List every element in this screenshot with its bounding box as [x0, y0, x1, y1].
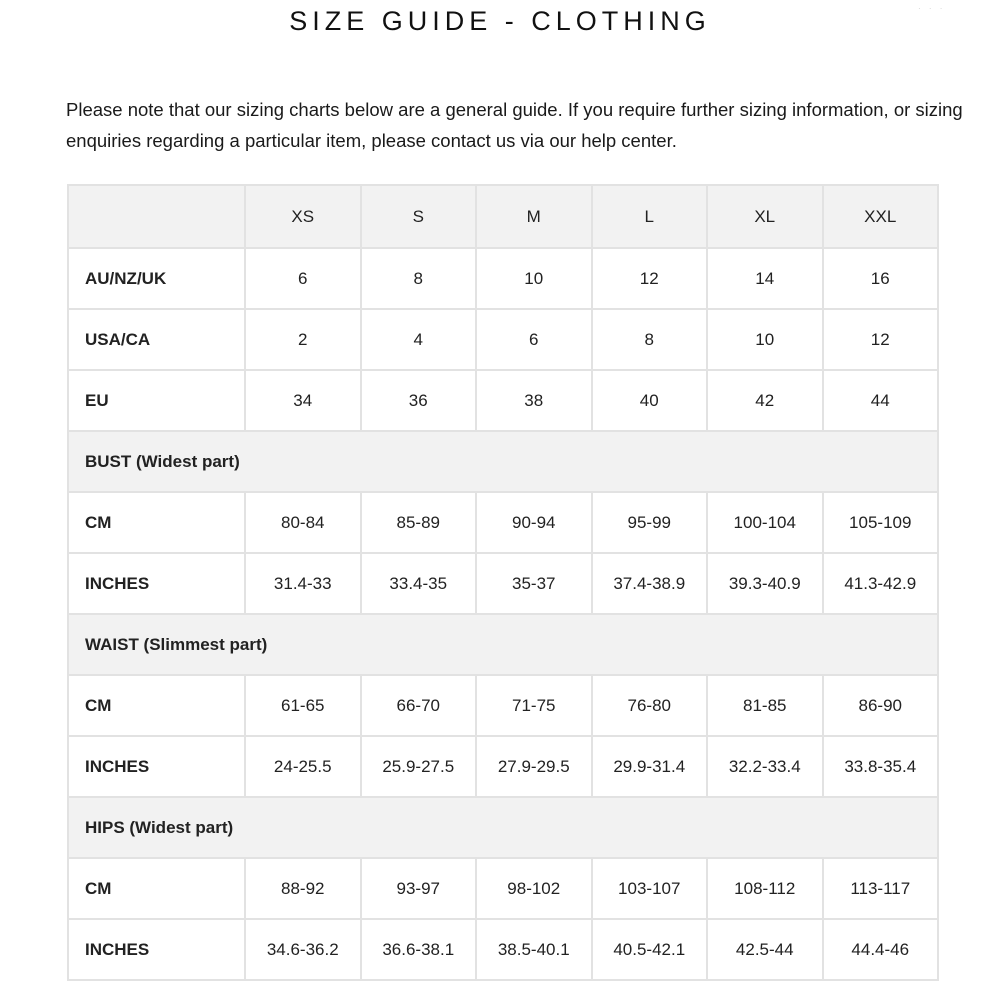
- table-cell: 38: [476, 370, 592, 431]
- section-label: HIPS (Widest part): [68, 797, 938, 858]
- table-cell: 103-107: [592, 858, 708, 919]
- table-cell: 2: [245, 309, 361, 370]
- table-cell: 81-85: [707, 675, 823, 736]
- table-row: [68, 248, 938, 309]
- section-header-row: [68, 431, 938, 492]
- table-cell: 93-97: [361, 858, 477, 919]
- section-label: BUST (Widest part): [68, 431, 938, 492]
- section-header-row: [68, 797, 938, 858]
- table-row: [68, 309, 938, 370]
- header-size-m: M: [476, 185, 592, 248]
- table-row: [68, 675, 938, 736]
- header-size-xs: XS: [245, 185, 361, 248]
- table-cell: 33.4-35: [361, 553, 477, 614]
- table-cell: 32.2-33.4: [707, 736, 823, 797]
- table-cell: 90-94: [476, 492, 592, 553]
- table-cell: 34.6-36.2: [245, 919, 361, 980]
- table-cell: 24-25.5: [245, 736, 361, 797]
- header-size-l: L: [592, 185, 708, 248]
- table-cell: 4: [361, 309, 477, 370]
- table-cell: 8: [592, 309, 708, 370]
- table-cell: 10: [476, 248, 592, 309]
- intro-note: Please note that our sizing charts below are a general guide. If you require further sizing information, or sizing enquiries regarding a particular item, please contact us via our help center.: [66, 99, 963, 151]
- table-cell: 33.8-35.4: [823, 736, 939, 797]
- table-cell: 113-117: [823, 858, 939, 919]
- table-row: [68, 858, 938, 919]
- table-cell: 40.5-42.1: [592, 919, 708, 980]
- table-cell: 76-80: [592, 675, 708, 736]
- size-chart-table: [67, 184, 939, 981]
- table-cell: 39.3-40.9: [707, 553, 823, 614]
- table-cell: 95-99: [592, 492, 708, 553]
- table-cell: 10: [707, 309, 823, 370]
- header-corner-cell: [68, 185, 245, 248]
- row-label: AU/NZ/UK: [68, 248, 245, 309]
- table-cell: 105-109: [823, 492, 939, 553]
- table-cell: 12: [823, 309, 939, 370]
- row-label: INCHES: [68, 736, 245, 797]
- table-cell: 12: [592, 248, 708, 309]
- row-label: USA/CA: [68, 309, 245, 370]
- table-cell: 27.9-29.5: [476, 736, 592, 797]
- table-cell: 36.6-38.1: [361, 919, 477, 980]
- row-label: EU: [68, 370, 245, 431]
- table-cell: 98-102: [476, 858, 592, 919]
- decorative-dots: · · ·: [918, 4, 946, 13]
- table-cell: 86-90: [823, 675, 939, 736]
- table-cell: 42: [707, 370, 823, 431]
- row-label: INCHES: [68, 553, 245, 614]
- table-cell: 80-84: [245, 492, 361, 553]
- table-row: [68, 919, 938, 980]
- table-cell: 88-92: [245, 858, 361, 919]
- header-size-s: S: [361, 185, 477, 248]
- page-title: SIZE GUIDE - CLOTHING: [289, 6, 711, 36]
- table-cell: 42.5-44: [707, 919, 823, 980]
- table-cell: 41.3-42.9: [823, 553, 939, 614]
- row-label: CM: [68, 675, 245, 736]
- table-cell: 6: [476, 309, 592, 370]
- table-cell: 8: [361, 248, 477, 309]
- table-cell: 36: [361, 370, 477, 431]
- table-cell: 61-65: [245, 675, 361, 736]
- table-row: [68, 370, 938, 431]
- header-size-xl: XL: [707, 185, 823, 248]
- table-cell: 35-37: [476, 553, 592, 614]
- header-size-xxl: XXL: [823, 185, 939, 248]
- table-body: [68, 248, 938, 980]
- row-label: INCHES: [68, 919, 245, 980]
- row-label: CM: [68, 492, 245, 553]
- table-row: [68, 736, 938, 797]
- table-cell: 14: [707, 248, 823, 309]
- table-cell: 16: [823, 248, 939, 309]
- section-header-row: [68, 614, 938, 675]
- table-cell: 44.4-46: [823, 919, 939, 980]
- table-header-row: [68, 185, 938, 248]
- table-row: [68, 492, 938, 553]
- row-label: CM: [68, 858, 245, 919]
- table-cell: 85-89: [361, 492, 477, 553]
- table-cell: 31.4-33: [245, 553, 361, 614]
- table-cell: 29.9-31.4: [592, 736, 708, 797]
- table-cell: 44: [823, 370, 939, 431]
- table-cell: 71-75: [476, 675, 592, 736]
- table-cell: 25.9-27.5: [361, 736, 477, 797]
- table-cell: 38.5-40.1: [476, 919, 592, 980]
- table-cell: 37.4-38.9: [592, 553, 708, 614]
- table-cell: 40: [592, 370, 708, 431]
- section-label: WAIST (Slimmest part): [68, 614, 938, 675]
- table-cell: 100-104: [707, 492, 823, 553]
- table-cell: 66-70: [361, 675, 477, 736]
- table-cell: 108-112: [707, 858, 823, 919]
- table-row: [68, 553, 938, 614]
- table-cell: 6: [245, 248, 361, 309]
- table-cell: 34: [245, 370, 361, 431]
